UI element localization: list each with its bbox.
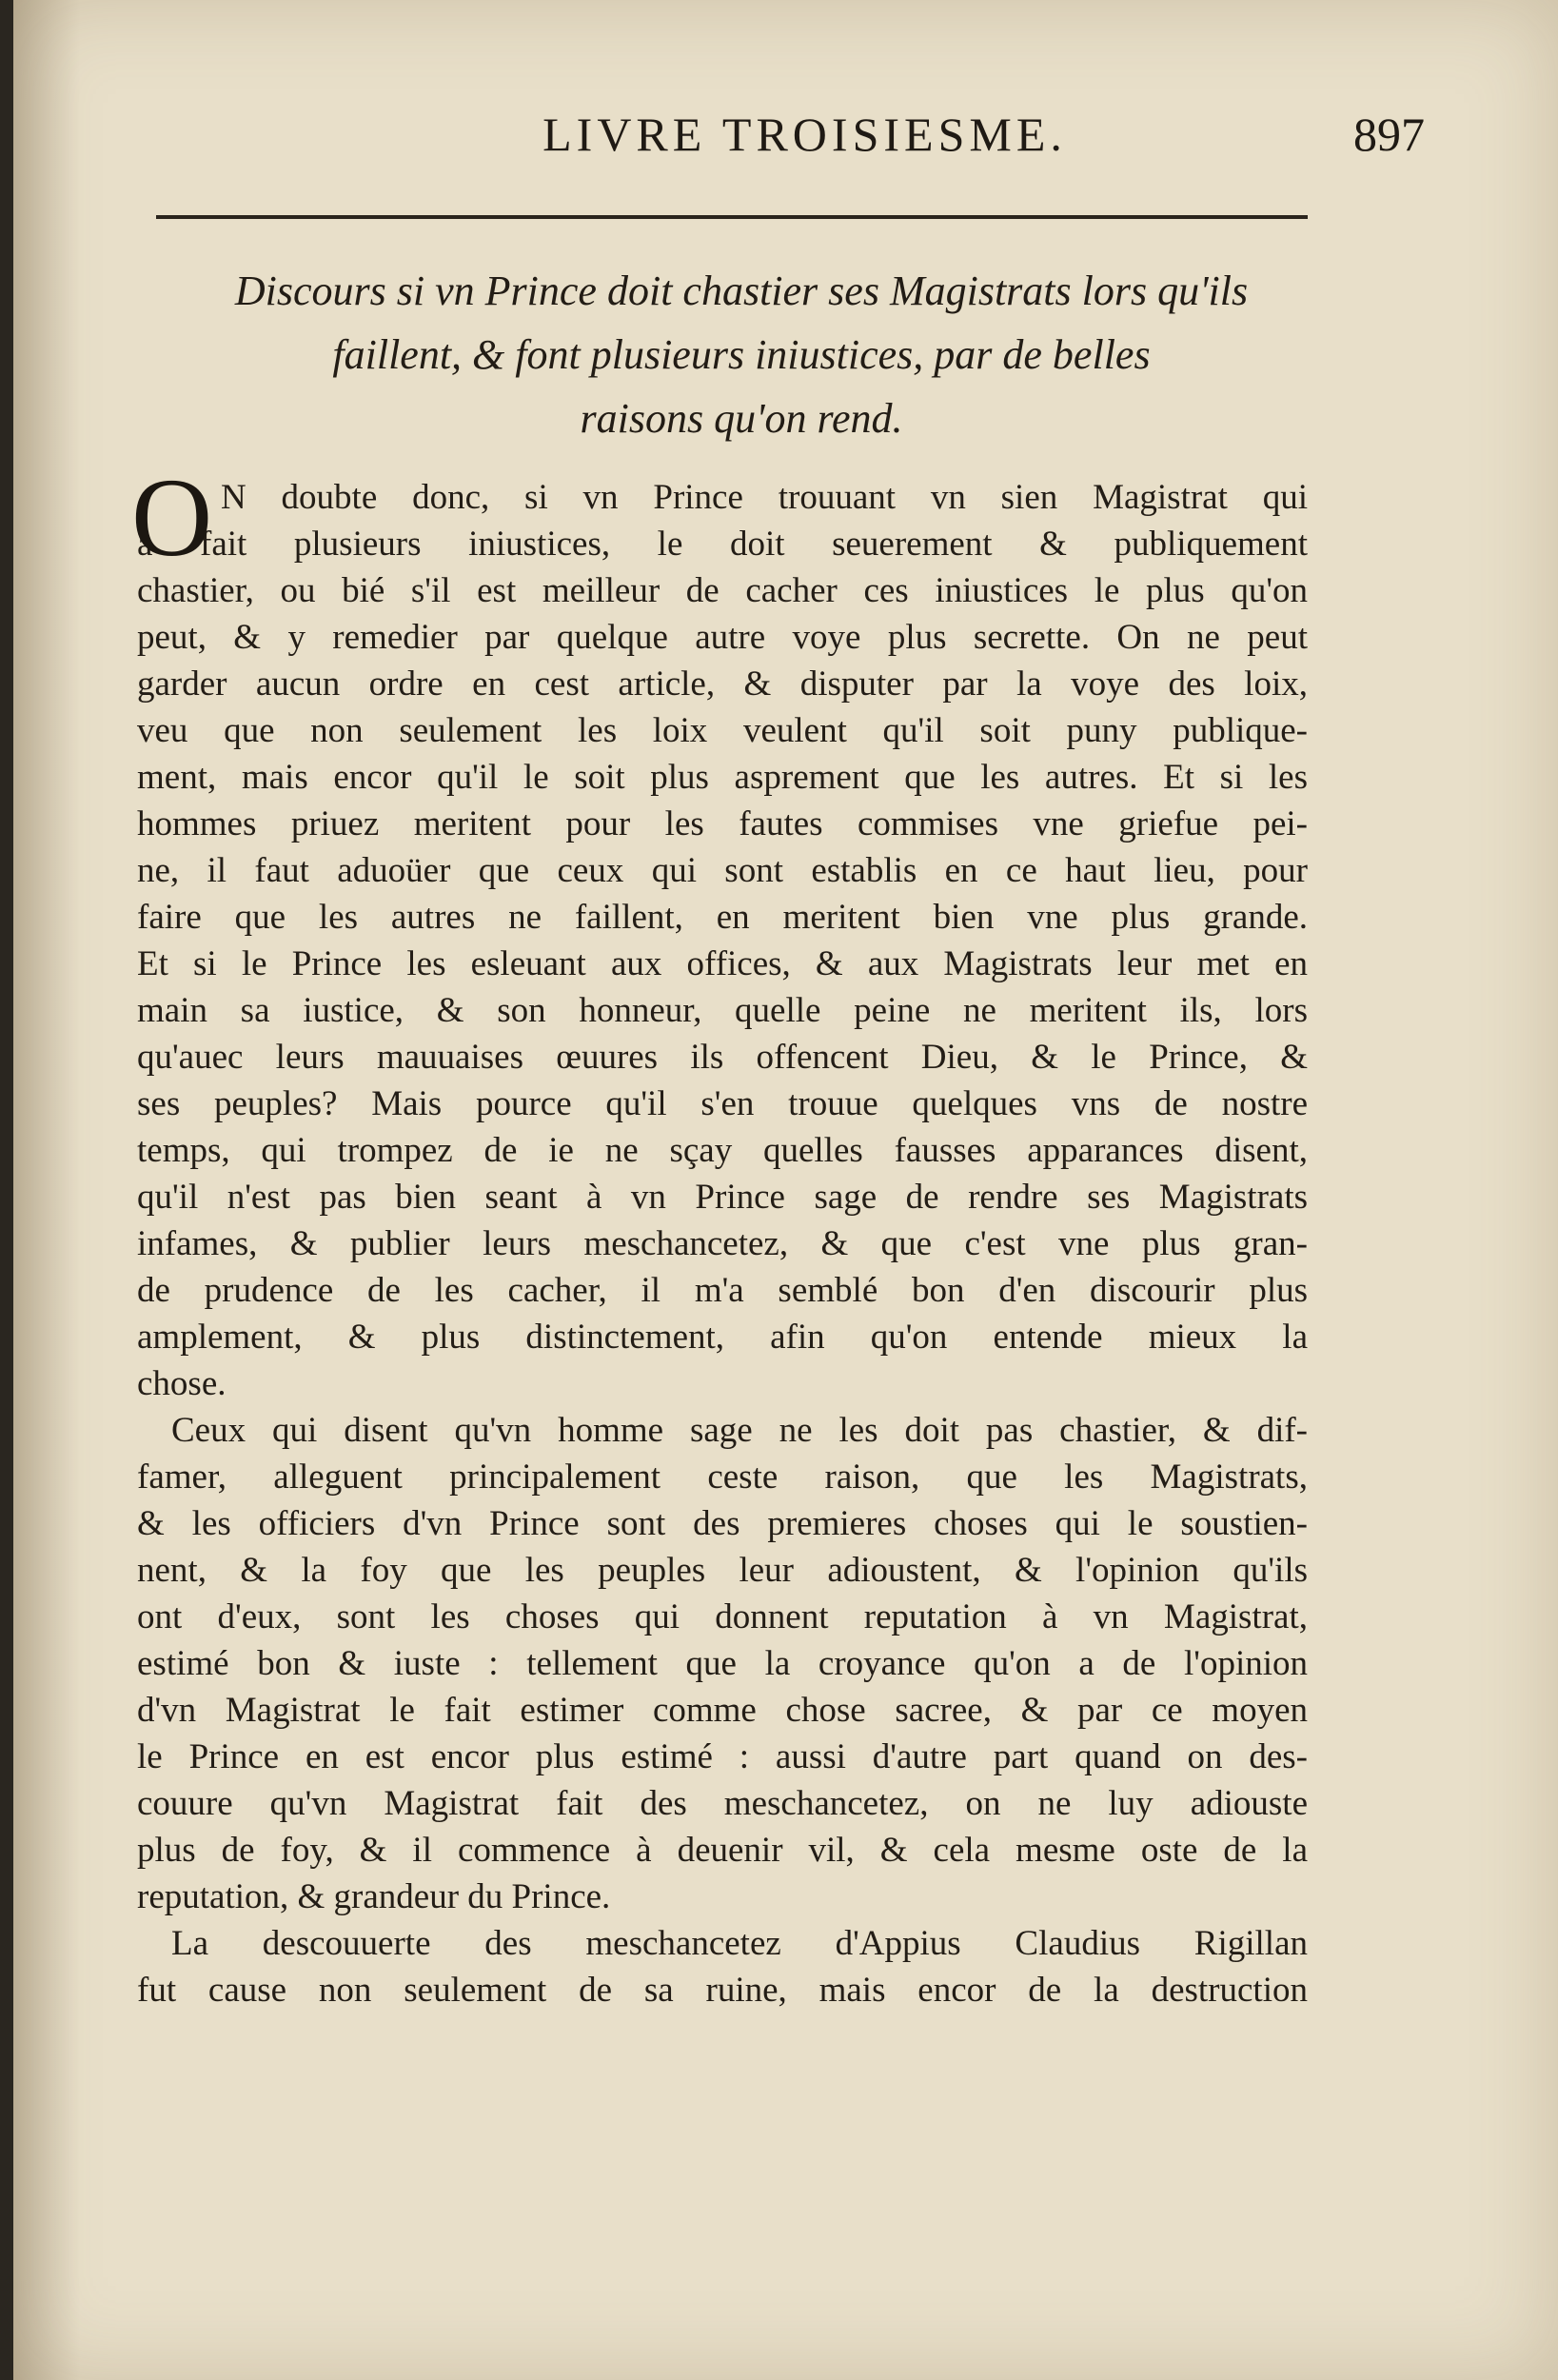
heading-line: Discours si vn Prince doit chastier ses Magistrats lors qu'ils [234,268,1249,314]
text-line: nent, & la foy que les peuples leur adioustent, & l'opinion qu'ils [137,1551,1308,1590]
text-line: de prudence de les cacher, il m'a semblé bon d'en discourir plus [137,1271,1308,1310]
text-line: La descouuerte des meschancetez d'Appius Claudius Rigillan [171,1924,1308,1963]
page-number: 897 [1353,108,1425,161]
text-line: famer, alleguent principalement ceste raison, que les Magistrats, [137,1458,1308,1497]
text-line: estimé bon & iuste : tellement que la croyance qu'on a de l'opinion [137,1644,1308,1683]
text-line: reputation, & grandeur du Prince. [137,1877,611,1916]
text-line: ne, il faut aduoüer que ceux qui sont establis en ce haut lieu, pour [137,851,1308,890]
heading-line: faillent, & font plusieurs iniustices, par de belles [332,331,1151,378]
text-line: temps, qui trompez de ie ne sçay quelles fausses apparances disent, [137,1131,1308,1170]
heading-line: raisons qu'on rend. [580,395,903,442]
paragraph-1 [131,455,1308,1407]
text-line: Ceux qui disent qu'vn homme sage ne les doit pas chastier, & dif- [171,1411,1308,1450]
text-line: peut, & y remedier par quelque autre voye plus secrette. On ne peut [137,618,1308,657]
drop-cap: O [131,455,213,580]
text-line: d'vn Magistrat le fait estimer comme chose sacree, & par ce moyen [137,1691,1308,1730]
chapter-heading [156,259,1327,450]
text-line: amplement, & plus distinctement, afin qu'on entende mieux la [137,1318,1308,1357]
paragraph-3 [137,1920,1308,2013]
text-line: Et si le Prince les esleuant aux offices, & aux Magistrats leur met en [137,944,1308,983]
book-page [13,0,1558,2380]
text-line: le Prince en est encor plus estimé : aussi d'autre part quand on des- [137,1737,1308,1776]
page-header [147,107,1463,164]
text-line: N doubte donc, si vn Prince trouuant vn sien Magistrat qui [221,478,1308,517]
text-line: a fait plusieurs iniustices, le doit seuerement & publiquement [137,525,1308,564]
running-title: LIVRE TROISIESME. [542,108,1067,161]
text-line: chose. [137,1364,227,1403]
text-line: chastier, ou bié s'il est meilleur de cacher ces iniustices le plus qu'on [137,571,1308,610]
text-line: faire que les autres ne faillent, en meritent bien vne plus grande. [137,898,1308,937]
text-line: ont d'eux, sont les choses qui donnent reputation à vn Magistrat, [137,1597,1308,1636]
text-line: main sa iustice, & son honneur, quelle peine ne meritent ils, lors [137,991,1308,1030]
body-text [131,455,1308,2013]
text-line: couure qu'vn Magistrat fait des meschancetez, on ne luy adiouste [137,1784,1308,1823]
text-line: hommes priuez meritent pour les fautes commises vne griefue pei- [137,804,1308,843]
text-line: & les officiers d'vn Prince sont des premieres choses qui le soustien- [137,1504,1308,1543]
text-line: plus de foy, & il commence à deuenir vil, & cela mesme oste de la [137,1831,1308,1870]
text-line: ses peuples? Mais pource qu'il s'en trouue quelques vns de nostre [137,1084,1308,1123]
text-line: qu'auec leurs mauuaises œuures ils offencent Dieu, & le Prince, & [137,1038,1308,1077]
text-line: veu que non seulement les loix veulent qu'il soit puny publique- [137,711,1308,750]
text-line: garder aucun ordre en cest article, & disputer par la voye des loix, [137,664,1308,704]
text-line: ment, mais encor qu'il le soit plus asprement que les autres. Et si les [137,758,1308,797]
text-line: fut cause non seulement de sa ruine, mais encor de la destruction [137,1971,1308,2010]
text-line: qu'il n'est pas bien seant à vn Prince sage de rendre ses Magistrats [137,1178,1308,1217]
text-line: infames, & publier leurs meschancetez, & que c'est vne plus gran- [137,1224,1308,1263]
paragraph-2 [137,1407,1308,1920]
header-rule [156,215,1308,219]
